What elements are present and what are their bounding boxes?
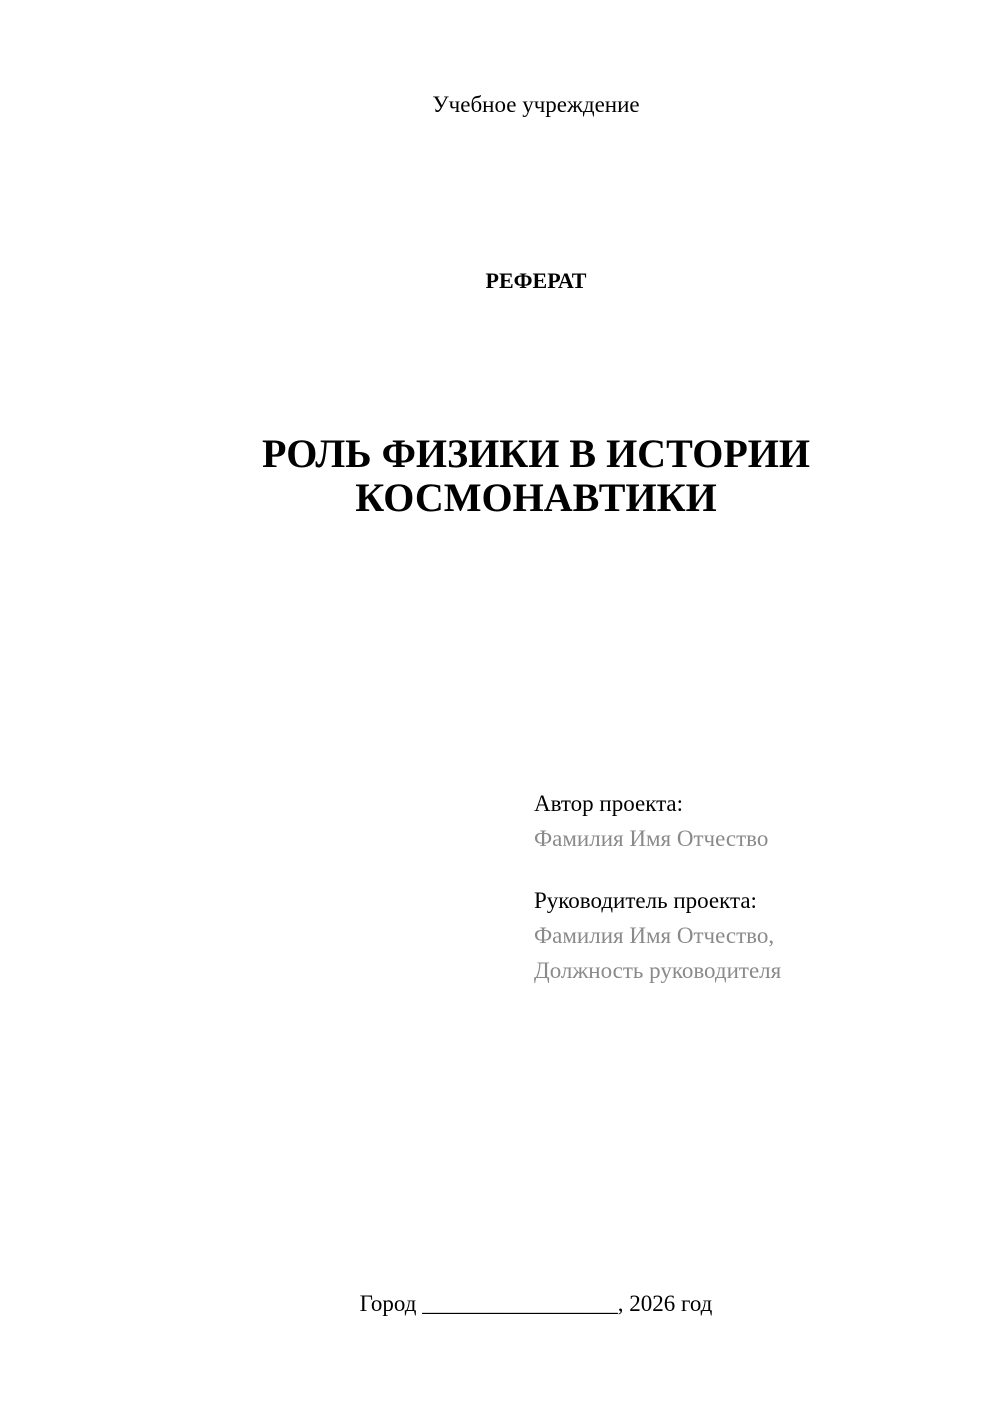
city-year-line: Город _________________, 2026 год bbox=[359, 1291, 713, 1316]
supervisor-name: Фамилия Имя Отчество, bbox=[534, 923, 775, 948]
credits-block bbox=[534, 786, 974, 988]
document-type: РЕФЕРАТ bbox=[485, 268, 587, 293]
title-line-2: КОСМОНАВТИКИ bbox=[355, 475, 717, 520]
document-title bbox=[0, 432, 1000, 520]
supervisor-position: Должность руководителя bbox=[534, 958, 782, 983]
institution-name: Учебное учреждение bbox=[432, 92, 640, 117]
title-line-1: РОЛЬ ФИЗИКИ В ИСТОРИИ bbox=[262, 431, 810, 476]
supervisor-label: Руководитель проекта: bbox=[534, 888, 757, 913]
author-name: Фамилия Имя Отчество bbox=[534, 826, 769, 851]
author-label: Автор проекта: bbox=[534, 791, 683, 816]
